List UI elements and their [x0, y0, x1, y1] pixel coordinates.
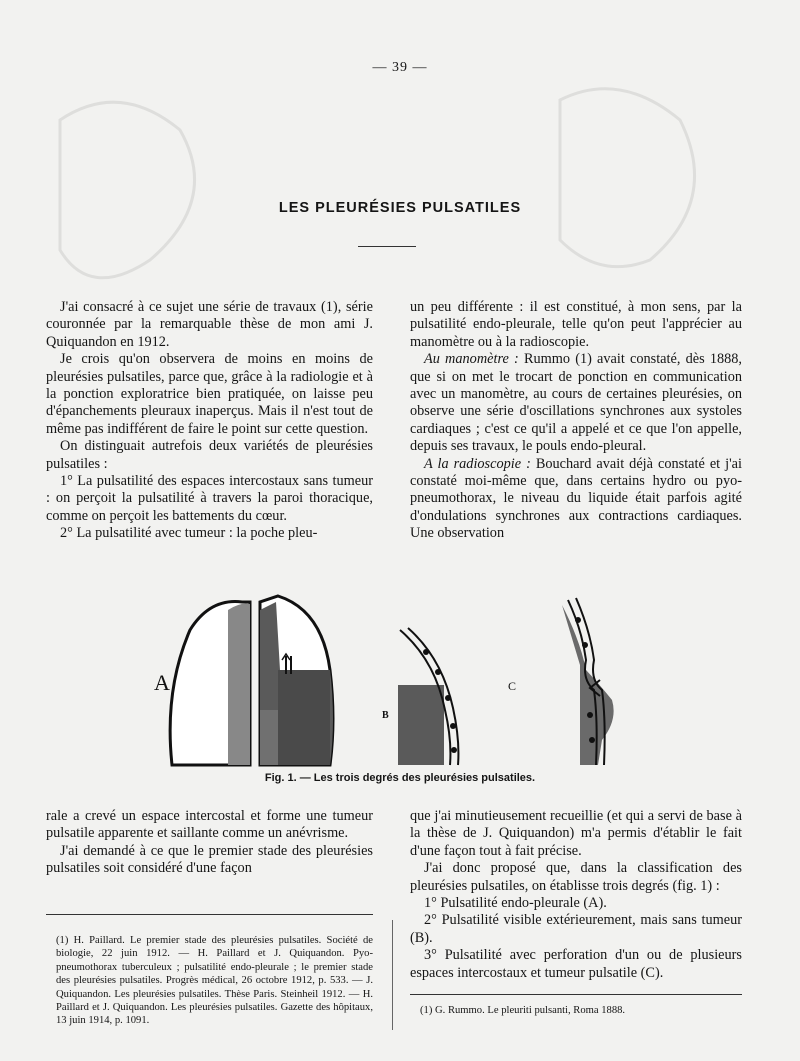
footnote-rule-right	[410, 994, 742, 995]
list-item: 3° Pulsatilité avec perforation d'un ou de plusieurs espaces intercostaux et tumeur pulsatile (C).	[410, 947, 742, 981]
paragraph: J'ai consacré à ce sujet une série de travaux (1), série couronnée par la remarquable thèse de mon ami J. Quiquandon en 1912.	[46, 299, 373, 350]
paragraph: J'ai demandé à ce que le premier stade des pleurésies pulsatiles soit considéré d'une façon	[46, 842, 373, 877]
list-item: 2° Pulsatilité visible extérieurement, mais sans tumeur (B).	[410, 912, 742, 946]
paragraph: 2° La pulsatilité avec tumeur : la poche pleu-	[60, 525, 318, 542]
paragraph: que j'ai minutieusement recueillie (et qui a servi de base à la thèse de J. Quiquandon) m'a permis d'établir le fait d'une façon tout à fait précise.	[410, 808, 742, 859]
diagram-a-lungs	[170, 596, 333, 765]
footnote-rule-left	[46, 914, 373, 915]
page-title: LES PLEURÉSIES PULSATILES	[278, 200, 522, 216]
paragraph-text: Rummo (1) avait constaté, dès 1888, que si on met le trocart de ponction en communication avec un manomètre, au cours de certaines pleurésies, on observe une série d'oscillations synchrones aux systoles cardiaques ; c'est ce qu'il a appelé et ce que l'on appelle, depuis ses travaux, le pouls endo-pleural.	[410, 351, 742, 455]
paragraph-text: Bouchard avait déjà constaté et j'ai constaté moi-même que, dans certains hydro ou pyo-pneumothorax, le niveau du liquide était parfois agité d'ondulations synchrones aux contractions cardiaques. Une observation	[410, 455, 742, 542]
paragraph	[410, 351, 742, 455]
figure-label-a: A	[154, 670, 170, 695]
paragraph-heading: A la radioscopie :	[424, 455, 531, 472]
column-divider	[392, 920, 393, 1030]
diagram-c-tumor	[562, 598, 614, 765]
figure-label-c: C	[508, 679, 517, 693]
footnote-right: (1) G. Rummo. Le pleuriti pulsanti, Roma 1888.	[420, 1005, 626, 1016]
text-column-right-top	[410, 299, 742, 543]
title-divider	[358, 246, 416, 247]
list-item: 1° Pulsatilité endo-pleurale (A).	[424, 895, 607, 912]
text-column-left-top	[46, 299, 373, 543]
diagram-b-wall	[398, 628, 458, 765]
page-number: — 39 —	[372, 60, 428, 75]
paragraph: J'ai donc proposé que, dans la classification des pleurésies pulsatiles, on établisse trois degrés (fig. 1) :	[410, 860, 742, 894]
footnote-left: (1) H. Paillard. Le premier stade des pleurésies pulsatiles. Société de biologie, 22 juin 1912. — H. Paillard et J. Quiquandon. Pyo-pneumothorax tuberculeux ; pulsatilité endo-pleurale ; le premier stade des pleurésies pulsatiles. Progrès médical, 26 octobre 1912, p. 533. — J. Quiquandon. Les pleurésies pulsatiles. Thèse Paris. Steinheil 1912. — H. Paillard et J. Quiquandon. Les pleurésies pulsatiles. Gazette des hôpitaux, 13 juin 1914, p. 1091.	[56, 935, 373, 1027]
figure-pleural-diagrams	[150, 590, 650, 770]
paragraph	[410, 456, 742, 543]
paragraph: 1° La pulsatilité des espaces intercostaux sans tumeur : on perçoit la pulsatilité à travers la paroi thoracique, comme on perçoit les battements du cœur.	[46, 473, 373, 524]
figure-label-b: B	[382, 710, 389, 721]
paragraph: un peu différente : il est constitué, à mon sens, par la pulsatilité endo-pleurale, telle qu'on peut l'apprécier au manomètre ou à la radioscopie.	[410, 299, 742, 350]
paragraph-heading: Au manomètre :	[424, 351, 519, 368]
paragraph: Je crois qu'on observera de moins en moins de pleurésies pulsatiles, parce que, grâce à la radiologie et à la ponction exploratrice bien pratiquée, on laisse peu d'épanchements pleuraux inaperçus. Mais il n'est tout de même pas indifférent de faire le point sur cette question.	[46, 351, 373, 437]
text-column-left-bottom	[46, 808, 373, 878]
figure-caption: Fig. 1. — Les trois degrés des pleurésies pulsatiles.	[264, 772, 536, 784]
paragraph: rale a crevé un espace intercostal et forme une tumeur pulsatile apparente et saillante comme un anévrisme.	[46, 808, 373, 842]
paragraph: On distinguait autrefois deux variétés de pleurésies pulsatiles :	[46, 438, 373, 472]
text-column-right-bottom	[410, 808, 742, 982]
